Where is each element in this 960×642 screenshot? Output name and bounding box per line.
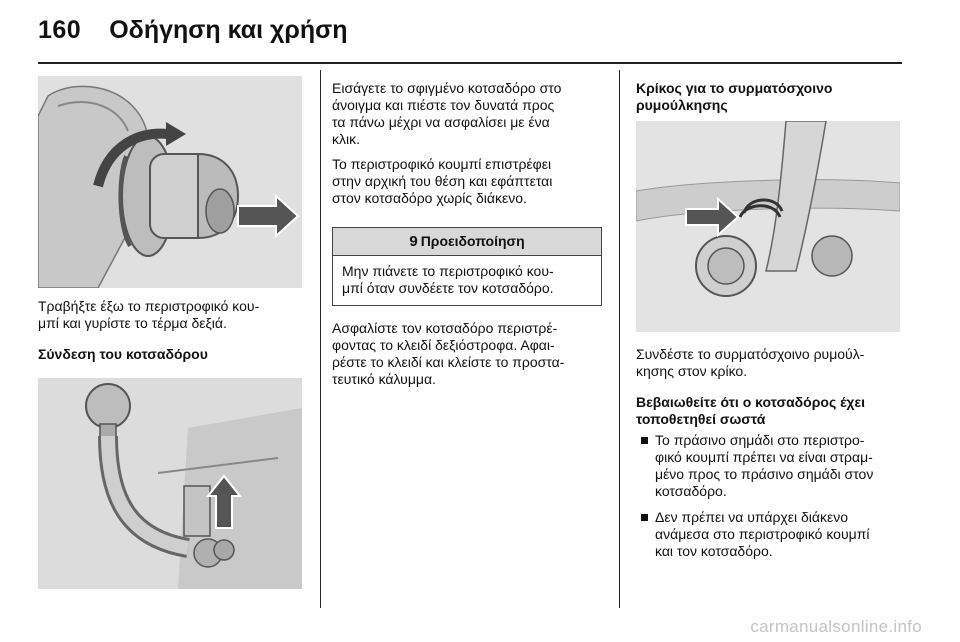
bullet-square-icon — [641, 437, 648, 444]
paragraph-lock: Ασφαλίστε τον κοτσαδόρο περιστρέ- φοντας το κλειδί δεξιόστροφα. Αφαι- ρέστε το κλειδί και κλείστε το προστα- τευτικό κάλυμμα. — [332, 320, 565, 387]
paragraph-insert: Εισάγετε το σφιγμένο κοτσαδόρο στο άνοιγμα και πιέστε τον δυνατά προς τα πάνω μέχρι να ασφαλίσει με ένα κλικ. — [332, 80, 562, 147]
warning-box — [332, 227, 602, 306]
page-number: 160 — [38, 16, 82, 44]
middle-column-text — [332, 80, 604, 215]
figure-towing-eye — [636, 121, 900, 332]
warning-title: Προειδοποίηση — [420, 233, 525, 249]
bullet-square-icon — [641, 514, 648, 521]
list-item — [636, 509, 904, 560]
right-column-heading-block — [636, 80, 904, 122]
page-header — [38, 16, 347, 45]
list-item-text: Το πράσινο σημάδι στο περιστρο- φικό κουμπί πρέπει να είναι στραμ- μένο προς το πράσινο σημάδι στον κοτσαδόρο. — [655, 432, 874, 499]
warning-header — [333, 228, 601, 256]
figure-ball-insert — [38, 378, 302, 589]
section-heading-check: Βεβαιωθείτε ότι ο κοτσαδόρος έχει τοποθετηθεί σωστά — [636, 394, 866, 427]
paragraph-knob-return: Το περιστροφικό κουμπί επιστρέφει στην αρχική του θέση και εφάπτεται στον κοτσαδόρο χωρίς διάκενο. — [332, 156, 553, 206]
section-heading-connect: Σύνδεση του κοτσαδόρου — [38, 346, 208, 362]
middle-column-text-lower — [332, 320, 604, 396]
column-divider-left — [320, 70, 321, 608]
check-list — [636, 432, 904, 560]
left-column-text — [38, 298, 308, 371]
caption-knob-pull: Τραβήξτε έξω το περιστροφικό κου- μπί και γυρίστε το τέρμα δεξιά. — [38, 298, 260, 331]
list-item-text: Δεν πρέπει να υπάρχει διάκενο ανάμεσα στο περιστροφικό κουμπί και τον κοτσαδόρο. — [655, 509, 870, 559]
paragraph-attach-cable: Συνδέστε το συρματόσχοινο ρυμούλ- κησης στον κρίκο. — [636, 346, 865, 379]
column-divider-right — [619, 70, 620, 608]
warning-triangle-icon: 9 — [409, 233, 418, 250]
header-rule — [38, 62, 902, 64]
page-title: Οδήγηση και χρήση — [109, 16, 348, 44]
section-heading-towing-eye: Κρίκος για το συρματόσχοινο ρυμούλκησης — [636, 80, 833, 113]
watermark: carmanualsonline.info — [750, 617, 922, 636]
list-item — [636, 432, 904, 500]
warning-text: Μην πιάνετε το περιστροφικό κου- μπί όταν συνδέετε τον κοτσαδόρο. — [342, 263, 554, 296]
figure-knob-pull — [38, 76, 302, 288]
right-column-text — [636, 346, 904, 569]
